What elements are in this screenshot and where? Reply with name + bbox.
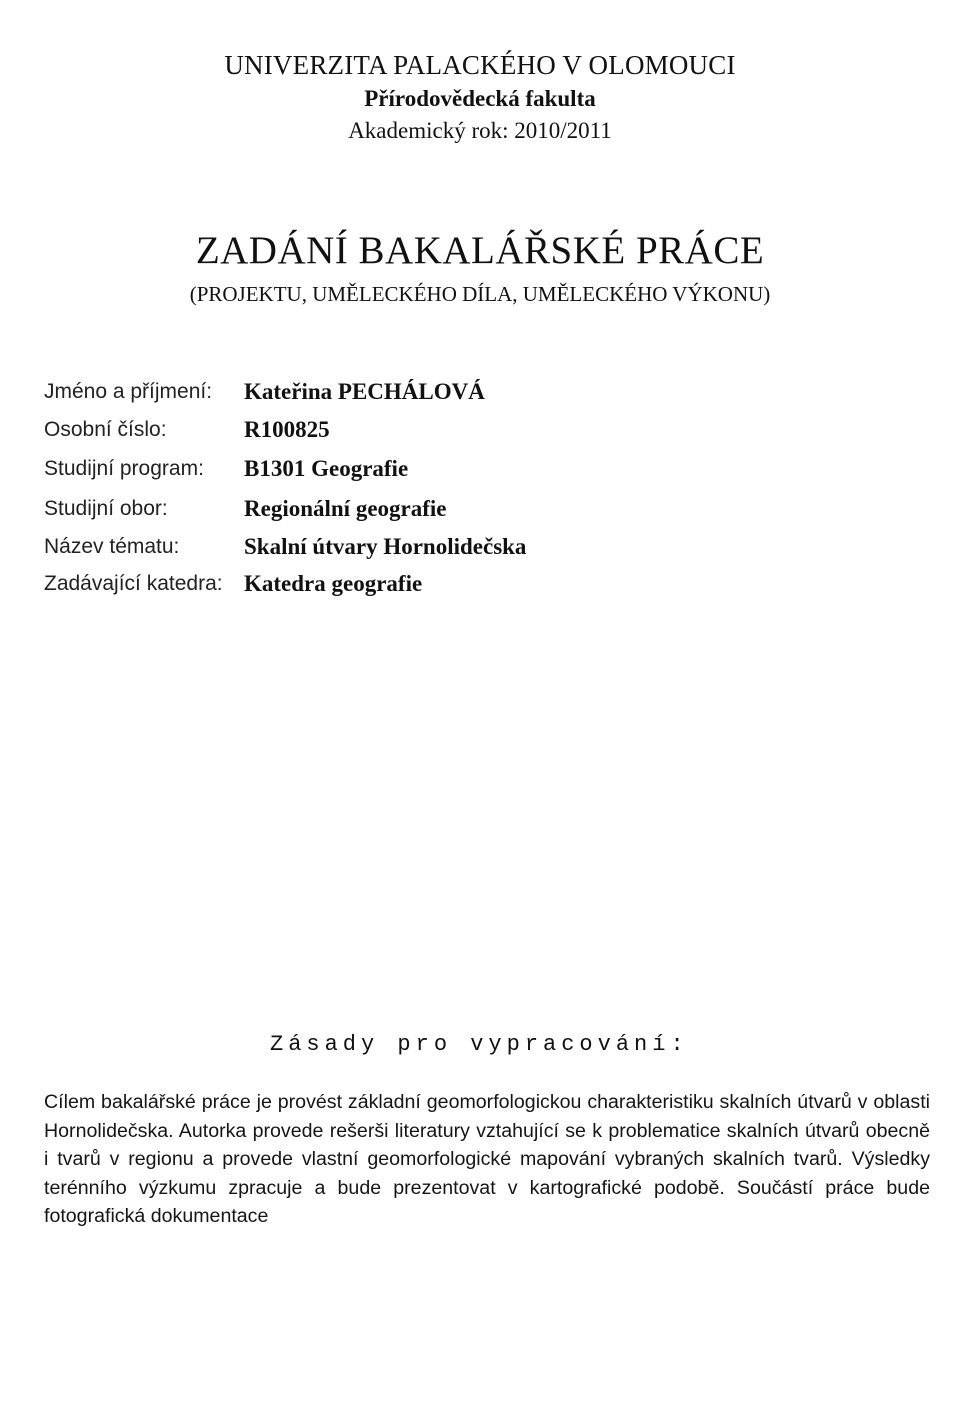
field-label: Osobní číslo: <box>44 418 167 441</box>
field-label: Název tématu: <box>44 535 180 558</box>
field-label: Jméno a příjmení: <box>44 380 213 403</box>
principles-heading: Zásady pro vypracování: <box>270 1032 689 1057</box>
university-name: UNIVERZITA PALACKÉHO V OLOMOUCI <box>224 50 736 80</box>
field-label: Studijní program: <box>44 457 204 480</box>
academic-year: Akademický rok: 2010/2011 <box>348 118 612 143</box>
field-label: Zadávající katedra: <box>44 572 223 595</box>
document-title: ZADÁNÍ BAKALÁŘSKÉ PRÁCE <box>195 229 765 272</box>
field-value: B1301 Geografie <box>244 456 409 481</box>
field-value: Katedra geografie <box>244 571 423 596</box>
field-value: Regionální geografie <box>244 496 447 521</box>
field-value: Skalní útvary Hornolidečska <box>244 534 527 559</box>
principles-text: Cílem bakalářské práce je provést základní geomorfologickou charakteristiku skalních útvarů v oblasti Hornolidečska. Autorka provede rešerši literatury vztahující se k problematice skalních útvarů obecně i tvarů v regionu a provede vlastní geomorfologické mapování vybraných skalních tvarů. Výsledky terénního výzkumu zpracuje a bude prezentovat v kartografické podobě. Součástí práce bude fotografická dokumentace <box>44 1091 930 1228</box>
field-value: Kateřina PECHÁLOVÁ <box>244 379 485 404</box>
field-value: R100825 <box>244 417 330 442</box>
document-subtitle: (PROJEKTU, UMĚLECKÉHO DÍLA, UMĚLECKÉHO VÝKONU) <box>189 282 771 306</box>
faculty-name: Přírodovědecká fakulta <box>364 86 596 111</box>
field-label: Studijní obor: <box>44 497 168 520</box>
